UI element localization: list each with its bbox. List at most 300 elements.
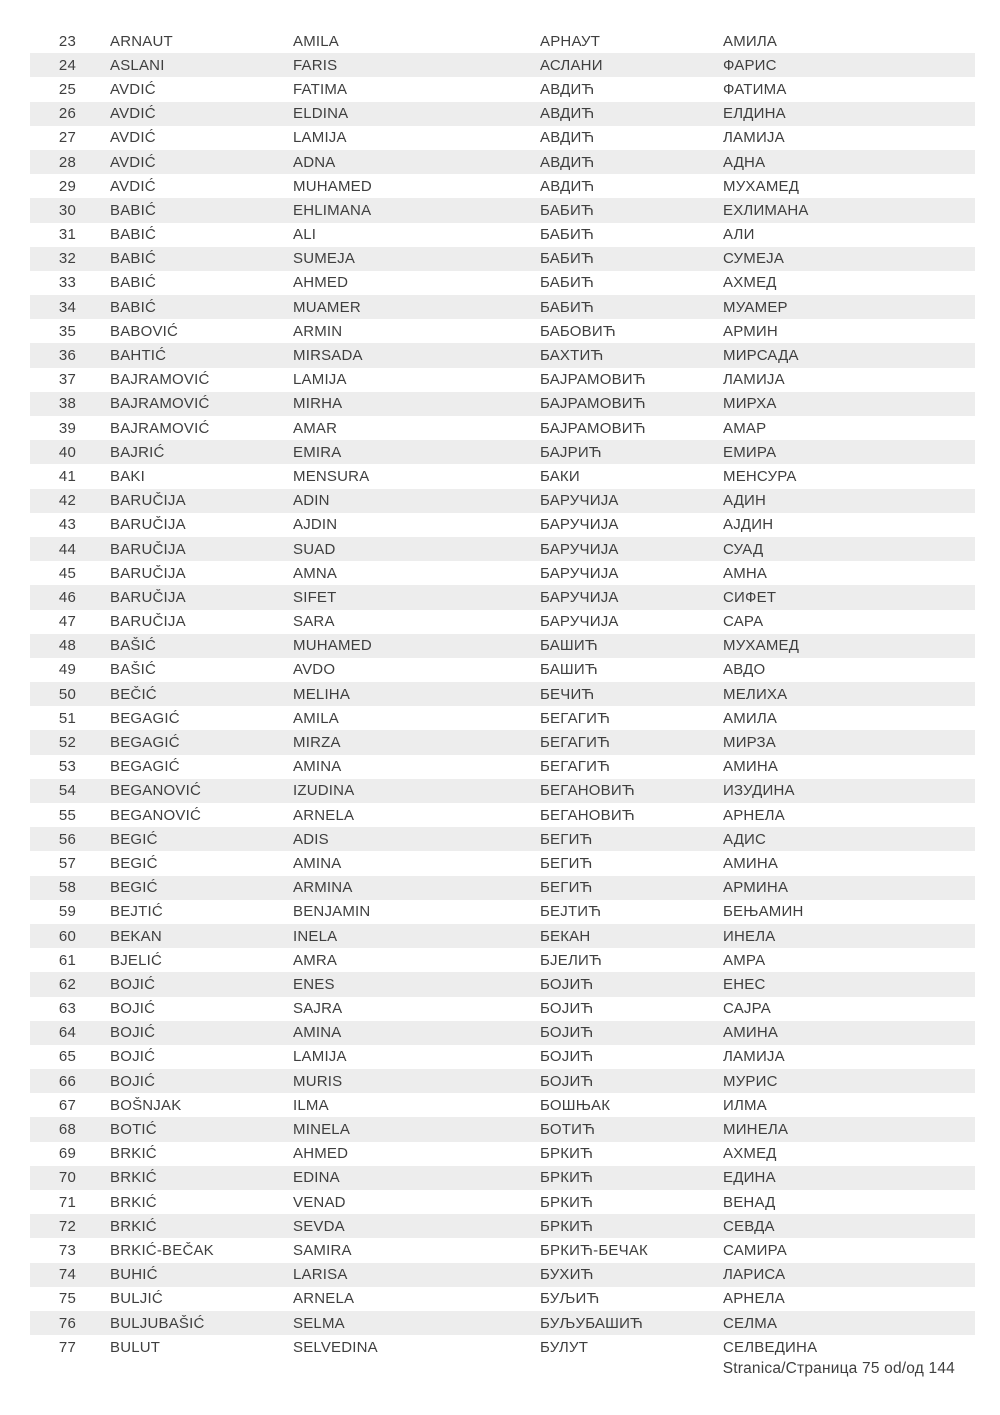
- table-row: [30, 513, 975, 537]
- row-number: 26: [58, 105, 76, 123]
- given-name-cyrillic: АРНЕЛА: [723, 1290, 785, 1308]
- table-row: [30, 1238, 975, 1262]
- row-number: 69: [58, 1145, 76, 1163]
- table-row: [30, 972, 975, 996]
- surname-latin: AVDIĆ: [110, 129, 156, 147]
- surname-latin: BEGANOVIĆ: [110, 806, 201, 824]
- given-name-latin: ARMINA: [293, 879, 353, 897]
- given-name-cyrillic: ВЕНАД: [723, 1193, 776, 1211]
- surname-latin: ASLANI: [110, 56, 165, 74]
- row-number: 30: [58, 201, 76, 219]
- given-name-cyrillic: САМИРА: [723, 1241, 787, 1259]
- table-row: [30, 561, 975, 585]
- table-row: [30, 1166, 975, 1190]
- given-name-cyrillic: АЛИ: [723, 226, 755, 244]
- table-row: [30, 924, 975, 948]
- given-name-latin: LAMIJA: [293, 129, 347, 147]
- given-name-latin: MIRHA: [293, 395, 343, 413]
- table-row: [30, 150, 975, 174]
- table-row: [30, 1335, 975, 1359]
- surname-cyrillic: АВДИЋ: [540, 177, 595, 195]
- row-number: 62: [58, 975, 76, 993]
- row-number: 54: [58, 782, 76, 800]
- surname-cyrillic: БРКИЋ: [540, 1169, 594, 1187]
- given-name-latin: ENES: [293, 975, 335, 993]
- given-name-latin: FARIS: [293, 56, 338, 74]
- given-name-cyrillic: ЛАРИСА: [723, 1266, 786, 1284]
- surname-latin: BOŠNJAK: [110, 1096, 182, 1114]
- given-name-latin: AMNA: [293, 564, 338, 582]
- surname-latin: BABIĆ: [110, 201, 157, 219]
- row-number: 39: [58, 419, 76, 437]
- surname-cyrillic: БОЈИЋ: [540, 975, 594, 993]
- given-name-cyrillic: МУХАМЕД: [723, 177, 800, 195]
- surname-latin: BEGAGIĆ: [110, 758, 180, 776]
- given-name-latin: ILMA: [293, 1096, 329, 1114]
- row-number: 35: [58, 322, 76, 340]
- given-name-latin: SEVDA: [293, 1217, 345, 1235]
- row-number: 49: [58, 661, 76, 679]
- given-name-cyrillic: АМИНА: [723, 1024, 779, 1042]
- surname-cyrillic: БЕГАГИЋ: [540, 734, 611, 752]
- surname-latin: BARUČIJA: [110, 492, 186, 510]
- given-name-latin: MIRSADA: [293, 347, 363, 365]
- surname-latin: BABOVIĆ: [110, 322, 179, 340]
- surname-latin: BEGIĆ: [110, 879, 158, 897]
- surname-cyrillic: БУЛУТ: [540, 1338, 589, 1356]
- table-row: [30, 392, 975, 416]
- row-number: 27: [58, 129, 76, 147]
- row-number: 74: [58, 1266, 76, 1284]
- table-row: [30, 1287, 975, 1311]
- given-name-cyrillic: ЕЛДИНА: [723, 105, 786, 123]
- surname-latin: BEČIĆ: [110, 685, 157, 703]
- surname-cyrillic: БАРУЧИЈА: [540, 613, 619, 631]
- surname-latin: BAJRAMOVIĆ: [110, 395, 210, 413]
- given-name-latin: AJDIN: [293, 516, 338, 534]
- given-name-latin: MIRZA: [293, 734, 341, 752]
- table-row: [30, 1263, 975, 1287]
- given-name-cyrillic: АМАР: [723, 419, 767, 437]
- given-name-latin: FATIMA: [293, 80, 348, 98]
- surname-latin: BEJTIĆ: [110, 903, 163, 921]
- row-number: 31: [58, 226, 76, 244]
- given-name-latin: AMINA: [293, 1024, 342, 1042]
- row-number: 72: [58, 1217, 76, 1235]
- surname-cyrillic: БАБИЋ: [540, 226, 594, 244]
- given-name-latin: AMILA: [293, 709, 340, 727]
- surname-cyrillic: БЕГИЋ: [540, 830, 593, 848]
- given-name-latin: EDINA: [293, 1169, 340, 1187]
- page-footer: Stranica/Страница 75 od/од 144: [722, 1360, 955, 1377]
- surname-cyrillic: БЕЧИЋ: [540, 685, 595, 703]
- given-name-latin: EMIRA: [293, 443, 342, 461]
- row-number: 75: [58, 1290, 76, 1308]
- row-number: 56: [58, 830, 76, 848]
- row-number: 25: [58, 80, 76, 98]
- table-row: [30, 755, 975, 779]
- given-name-cyrillic: АЈДИН: [723, 516, 774, 534]
- given-name-cyrillic: АДНА: [723, 153, 766, 171]
- surname-cyrillic: БАЈРИЋ: [540, 443, 602, 461]
- given-name-latin: ADIN: [293, 492, 330, 510]
- given-name-cyrillic: МЕНСУРА: [723, 467, 797, 485]
- surname-cyrillic: БАБОВИЋ: [540, 322, 616, 340]
- surname-latin: BAŠIĆ: [110, 637, 157, 655]
- given-name-cyrillic: МЕЛИХА: [723, 685, 788, 703]
- table-row: [30, 223, 975, 247]
- surname-cyrillic: БЕГАНОВИЋ: [540, 782, 635, 800]
- row-number: 77: [58, 1338, 76, 1356]
- given-name-latin: LARISA: [293, 1266, 348, 1284]
- surname-latin: AVDIĆ: [110, 153, 156, 171]
- surname-latin: BRKIĆ: [110, 1217, 157, 1235]
- row-number: 24: [58, 56, 76, 74]
- given-name-latin: BENJAMIN: [293, 903, 371, 921]
- given-name-latin: ARNELA: [293, 806, 355, 824]
- surname-latin: BRKIĆ: [110, 1145, 157, 1163]
- table-row: [30, 1142, 975, 1166]
- table-row: [30, 682, 975, 706]
- surname-cyrillic: БРКИЋ: [540, 1145, 594, 1163]
- surname-cyrillic: БУХИЋ: [540, 1266, 594, 1284]
- row-number: 40: [58, 443, 76, 461]
- given-name-latin: AVDO: [293, 661, 336, 679]
- given-name-cyrillic: МУХАМЕД: [723, 637, 800, 655]
- row-number: 65: [58, 1048, 76, 1066]
- given-name-cyrillic: АМИНА: [723, 854, 779, 872]
- surname-cyrillic: БЕГАГИЋ: [540, 758, 611, 776]
- surname-cyrillic: БАКИ: [540, 467, 580, 485]
- table-row: [30, 368, 975, 392]
- given-name-latin: AMINA: [293, 758, 342, 776]
- surname-cyrillic: БАБИЋ: [540, 298, 594, 316]
- table-row: [30, 876, 975, 900]
- given-name-latin: SAJRA: [293, 1000, 343, 1018]
- surname-latin: BUHIĆ: [110, 1266, 158, 1284]
- surname-cyrillic: БРКИЋ-БЕЧАК: [540, 1241, 648, 1259]
- given-name-latin: LAMIJA: [293, 1048, 347, 1066]
- surname-latin: AVDIĆ: [110, 177, 156, 195]
- given-name-latin: MUHAMED: [293, 177, 372, 195]
- table-row: [30, 440, 975, 464]
- surname-latin: AVDIĆ: [110, 80, 156, 98]
- surname-latin: AVDIĆ: [110, 105, 156, 123]
- surname-cyrillic: БРКИЋ: [540, 1193, 594, 1211]
- table-row: [30, 1069, 975, 1093]
- surname-cyrillic: БУЉУБАШИЋ: [540, 1314, 644, 1332]
- table-row: [30, 1311, 975, 1335]
- given-name-cyrillic: ЕМИРА: [723, 443, 777, 461]
- surname-latin: BEGAGIĆ: [110, 734, 180, 752]
- table-row: [30, 1093, 975, 1117]
- surname-cyrillic: АРНАУТ: [540, 32, 601, 50]
- given-name-latin: SARA: [293, 613, 335, 631]
- surname-cyrillic: БАРУЧИЈА: [540, 492, 619, 510]
- surname-latin: BULJUBAŠIĆ: [110, 1314, 205, 1332]
- row-number: 23: [58, 32, 76, 50]
- surname-cyrillic: БЕЈТИЋ: [540, 903, 602, 921]
- row-number: 53: [58, 758, 76, 776]
- given-name-cyrillic: МИНЕЛА: [723, 1121, 789, 1139]
- surname-latin: BARUČIJA: [110, 564, 186, 582]
- given-name-cyrillic: СЕВДА: [723, 1217, 775, 1235]
- table-row: [30, 827, 975, 851]
- given-name-cyrillic: ИЛМА: [723, 1096, 767, 1114]
- given-name-latin: AMINA: [293, 854, 342, 872]
- table-row: [30, 634, 975, 658]
- surname-cyrillic: АВДИЋ: [540, 129, 595, 147]
- given-name-cyrillic: ИЗУДИНА: [723, 782, 795, 800]
- given-name-cyrillic: САРА: [723, 613, 764, 631]
- given-name-latin: SIFET: [293, 588, 337, 606]
- given-name-cyrillic: ФАРИС: [723, 56, 777, 74]
- given-name-cyrillic: АДИН: [723, 492, 767, 510]
- given-name-cyrillic: МИРЗА: [723, 734, 777, 752]
- table-row: [30, 585, 975, 609]
- surname-latin: BAJRIĆ: [110, 443, 165, 461]
- surname-cyrillic: БАЈРАМОВИЋ: [540, 371, 646, 389]
- surname-latin: ARNAUT: [110, 32, 173, 50]
- row-number: 43: [58, 516, 76, 534]
- surname-cyrillic: АВДИЋ: [540, 105, 595, 123]
- table-row: [30, 1117, 975, 1141]
- surname-latin: BAJRAMOVIĆ: [110, 419, 210, 437]
- given-name-latin: ARMIN: [293, 322, 343, 340]
- row-number: 64: [58, 1024, 76, 1042]
- surname-latin: BEGIĆ: [110, 830, 158, 848]
- given-name-latin: MUAMER: [293, 298, 361, 316]
- row-number: 37: [58, 371, 76, 389]
- surname-cyrillic: БОШЊАК: [540, 1096, 611, 1114]
- surname-latin: BRKIĆ-BEČAK: [110, 1241, 214, 1259]
- table-row: [30, 343, 975, 367]
- table-row: [30, 319, 975, 343]
- name-table: [30, 29, 975, 1359]
- surname-latin: BULJIĆ: [110, 1290, 163, 1308]
- surname-latin: BOJIĆ: [110, 1000, 156, 1018]
- row-number: 46: [58, 588, 76, 606]
- given-name-latin: MENSURA: [293, 467, 370, 485]
- table-row: [30, 247, 975, 271]
- surname-latin: BRKIĆ: [110, 1169, 157, 1187]
- table-row: [30, 997, 975, 1021]
- given-name-cyrillic: МИРСАДА: [723, 347, 799, 365]
- given-name-cyrillic: ЕНЕС: [723, 975, 766, 993]
- given-name-cyrillic: СУАД: [723, 540, 764, 558]
- given-name-latin: ALI: [293, 226, 317, 244]
- surname-latin: BOJIĆ: [110, 975, 156, 993]
- given-name-cyrillic: СИФЕТ: [723, 588, 777, 606]
- surname-cyrillic: БЕГАГИЋ: [540, 709, 611, 727]
- row-number: 42: [58, 492, 76, 510]
- surname-cyrillic: БАБИЋ: [540, 274, 594, 292]
- given-name-cyrillic: АДИС: [723, 830, 767, 848]
- row-number: 57: [58, 854, 76, 872]
- given-name-cyrillic: АРМИН: [723, 322, 778, 340]
- given-name-cyrillic: АМИЛА: [723, 709, 778, 727]
- row-number: 59: [58, 903, 76, 921]
- surname-cyrillic: БАБИЋ: [540, 250, 594, 268]
- row-number: 33: [58, 274, 76, 292]
- row-number: 63: [58, 1000, 76, 1018]
- row-number: 67: [58, 1096, 76, 1114]
- surname-cyrillic: БОЈИЋ: [540, 1072, 594, 1090]
- surname-cyrillic: БАБИЋ: [540, 201, 594, 219]
- given-name-latin: MINELA: [293, 1121, 351, 1139]
- row-number: 71: [58, 1193, 76, 1211]
- given-name-latin: SUMEJA: [293, 250, 356, 268]
- surname-cyrillic: БАШИЋ: [540, 637, 598, 655]
- surname-latin: BABIĆ: [110, 298, 157, 316]
- given-name-cyrillic: МУАМЕР: [723, 298, 788, 316]
- given-name-cyrillic: СЕЛМА: [723, 1314, 778, 1332]
- row-number: 58: [58, 879, 76, 897]
- surname-cyrillic: БАРУЧИЈА: [540, 588, 619, 606]
- row-number: 60: [58, 927, 76, 945]
- given-name-cyrillic: ЛАМИЈА: [723, 129, 785, 147]
- given-name-latin: IZUDINA: [293, 782, 355, 800]
- surname-latin: BABIĆ: [110, 274, 157, 292]
- surname-latin: BOJIĆ: [110, 1024, 156, 1042]
- surname-cyrillic: БЕГИЋ: [540, 879, 593, 897]
- given-name-latin: SAMIRA: [293, 1241, 352, 1259]
- table-row: [30, 464, 975, 488]
- surname-latin: BJELIĆ: [110, 951, 163, 969]
- given-name-latin: INELA: [293, 927, 338, 945]
- surname-latin: BOJIĆ: [110, 1072, 156, 1090]
- given-name-cyrillic: АМИЛА: [723, 32, 778, 50]
- row-number: 38: [58, 395, 76, 413]
- given-name-latin: ELDINA: [293, 105, 349, 123]
- surname-cyrillic: БОЈИЋ: [540, 1024, 594, 1042]
- surname-latin: BEGAGIĆ: [110, 709, 180, 727]
- table-row: [30, 174, 975, 198]
- surname-cyrillic: БАШИЋ: [540, 661, 598, 679]
- surname-latin: BOTIĆ: [110, 1121, 157, 1139]
- surname-cyrillic: БАЈРАМОВИЋ: [540, 395, 646, 413]
- surname-cyrillic: БАРУЧИЈА: [540, 564, 619, 582]
- table-row: [30, 53, 975, 77]
- table-row: [30, 948, 975, 972]
- surname-latin: BARUČIJA: [110, 613, 186, 631]
- row-number: 73: [58, 1241, 76, 1259]
- surname-cyrillic: АВДИЋ: [540, 80, 595, 98]
- given-name-latin: LAMIJA: [293, 371, 347, 389]
- surname-latin: BARUČIJA: [110, 540, 186, 558]
- given-name-latin: ADIS: [293, 830, 329, 848]
- surname-latin: BAHTIĆ: [110, 347, 167, 365]
- given-name-latin: AMAR: [293, 419, 338, 437]
- table-row: [30, 900, 975, 924]
- given-name-cyrillic: ЛАМИЈА: [723, 1048, 785, 1066]
- given-name-cyrillic: СЕЛВЕДИНА: [723, 1338, 818, 1356]
- row-number: 34: [58, 298, 76, 316]
- row-number: 36: [58, 347, 76, 365]
- surname-cyrillic: БЕГАНОВИЋ: [540, 806, 635, 824]
- surname-cyrillic: БЈЕЛИЋ: [540, 951, 602, 969]
- table-row: [30, 126, 975, 150]
- surname-latin: BEGIĆ: [110, 854, 158, 872]
- given-name-cyrillic: АРМИНА: [723, 879, 789, 897]
- surname-cyrillic: БОЈИЋ: [540, 1000, 594, 1018]
- surname-latin: BABIĆ: [110, 226, 157, 244]
- given-name-latin: ARNELA: [293, 1290, 355, 1308]
- surname-cyrillic: БАЈРАМОВИЋ: [540, 419, 646, 437]
- table-row: [30, 1190, 975, 1214]
- surname-latin: BULUT: [110, 1338, 161, 1356]
- row-number: 32: [58, 250, 76, 268]
- row-number: 70: [58, 1169, 76, 1187]
- given-name-cyrillic: ИНЕЛА: [723, 927, 776, 945]
- row-number: 28: [58, 153, 76, 171]
- given-name-cyrillic: ЕХЛИМАНА: [723, 201, 809, 219]
- given-name-cyrillic: МИРХА: [723, 395, 777, 413]
- surname-latin: BARUČIJA: [110, 516, 186, 534]
- row-number: 44: [58, 540, 76, 558]
- table-row: [30, 489, 975, 513]
- given-name-latin: SUAD: [293, 540, 336, 558]
- row-number: 61: [58, 951, 76, 969]
- given-name-latin: SELVEDINA: [293, 1338, 378, 1356]
- table-row: [30, 295, 975, 319]
- table-row: [30, 102, 975, 126]
- table-row: [30, 1021, 975, 1045]
- table-row: [30, 658, 975, 682]
- given-name-latin: SELMA: [293, 1314, 345, 1332]
- given-name-cyrillic: МУРИС: [723, 1072, 778, 1090]
- given-name-cyrillic: АХМЕД: [723, 274, 777, 292]
- table-row: [30, 29, 975, 53]
- surname-latin: BEGANOVIĆ: [110, 782, 201, 800]
- given-name-cyrillic: АРНЕЛА: [723, 806, 785, 824]
- table-row: [30, 271, 975, 295]
- row-number: 48: [58, 637, 76, 655]
- surname-cyrillic: БРКИЋ: [540, 1217, 594, 1235]
- table-row: [30, 1045, 975, 1069]
- surname-latin: BAJRAMOVIĆ: [110, 371, 210, 389]
- given-name-cyrillic: АХМЕД: [723, 1145, 777, 1163]
- given-name-latin: MUHAMED: [293, 637, 372, 655]
- row-number: 45: [58, 564, 76, 582]
- table-row: [30, 730, 975, 754]
- row-number: 52: [58, 734, 76, 752]
- row-number: 29: [58, 177, 76, 195]
- given-name-cyrillic: ЕДИНА: [723, 1169, 776, 1187]
- given-name-latin: VENAD: [293, 1193, 346, 1211]
- surname-latin: BEKAN: [110, 927, 162, 945]
- given-name-cyrillic: СУМЕЈА: [723, 250, 785, 268]
- surname-cyrillic: БЕГИЋ: [540, 854, 593, 872]
- surname-latin: BARUČIJA: [110, 588, 186, 606]
- given-name-latin: AHMED: [293, 274, 349, 292]
- table-row: [30, 851, 975, 875]
- given-name-latin: MURIS: [293, 1072, 343, 1090]
- table-row: [30, 537, 975, 561]
- table-row: [30, 416, 975, 440]
- given-name-cyrillic: ФАТИМА: [723, 80, 787, 98]
- table-row: [30, 198, 975, 222]
- row-number: 50: [58, 685, 76, 703]
- table-row: [30, 77, 975, 101]
- row-number: 47: [58, 613, 76, 631]
- given-name-cyrillic: АМРА: [723, 951, 766, 969]
- given-name-cyrillic: САЈРА: [723, 1000, 772, 1018]
- table-row: [30, 779, 975, 803]
- surname-cyrillic: БОЈИЋ: [540, 1048, 594, 1066]
- table-row: [30, 610, 975, 634]
- surname-latin: BABIĆ: [110, 250, 157, 268]
